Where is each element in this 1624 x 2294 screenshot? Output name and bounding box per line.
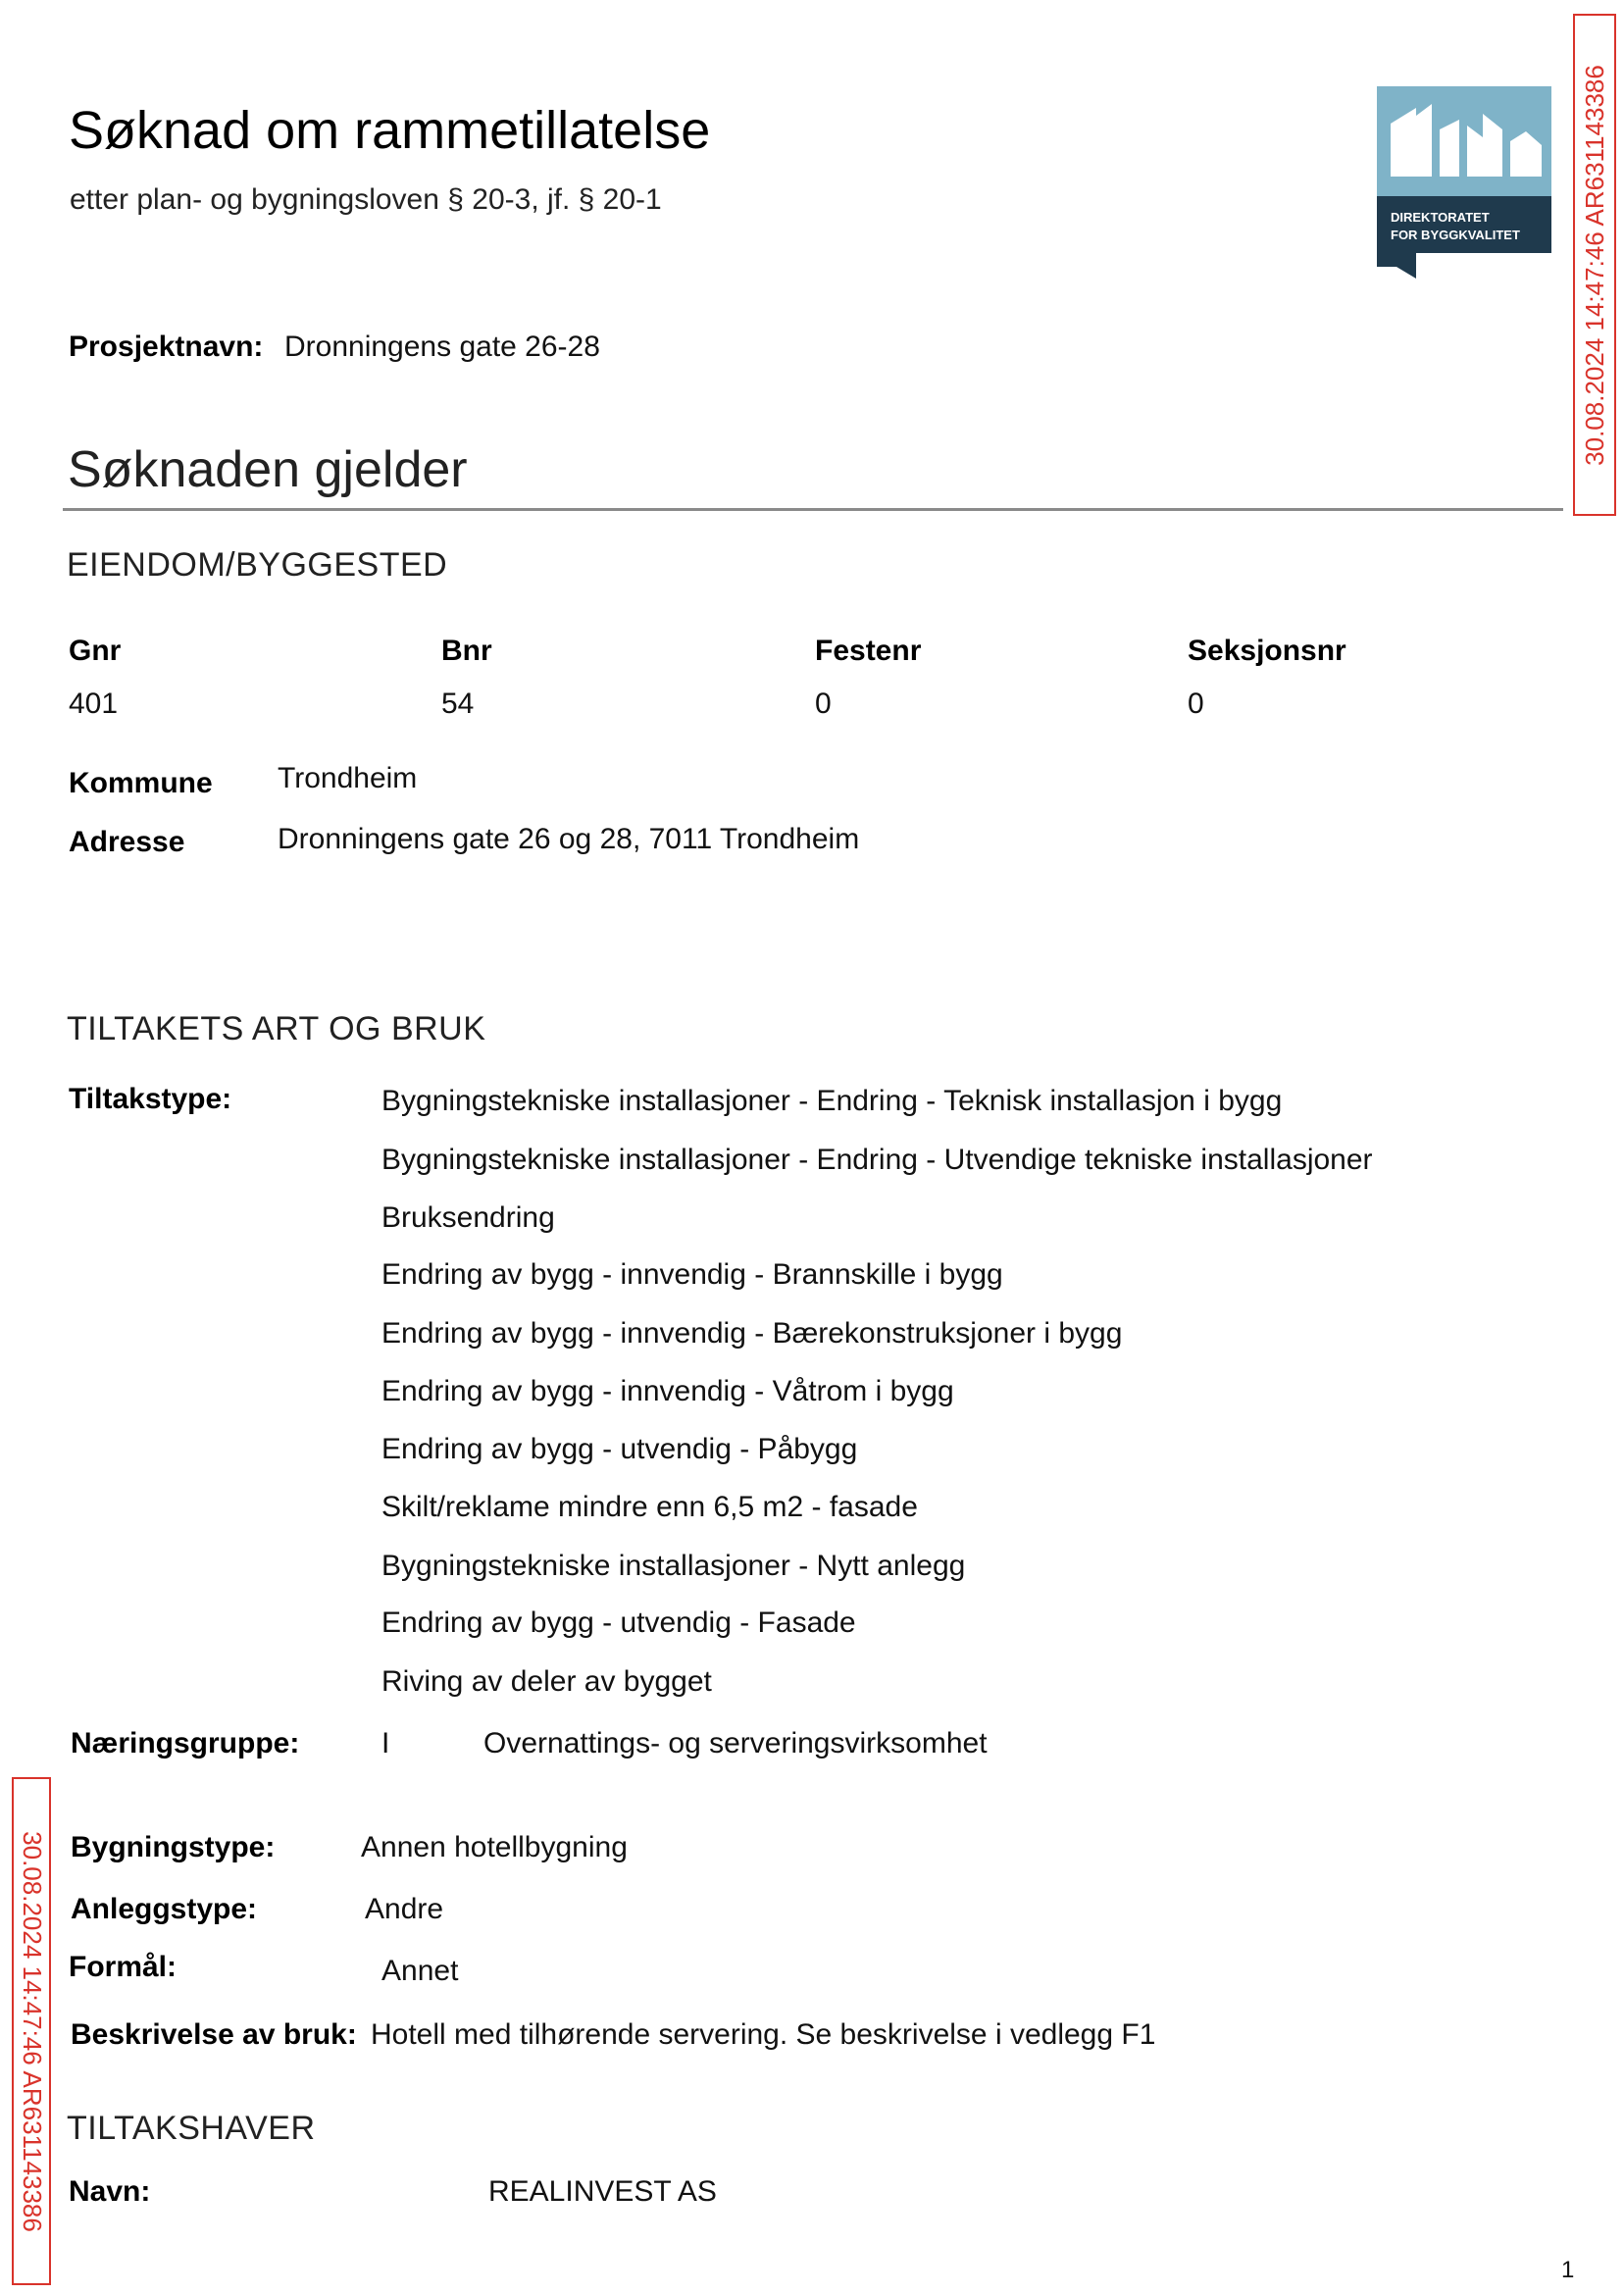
naeringsgruppe-code: I bbox=[381, 1727, 390, 1759]
naeringsgruppe-label: Næringsgruppe: bbox=[71, 1727, 300, 1759]
project-name-label: Prosjektnavn: bbox=[69, 331, 264, 363]
section-heading-property: EIENDOM/BYGGESTED bbox=[67, 546, 448, 584]
adresse-label: Adresse bbox=[69, 826, 185, 858]
list-item: Endring av bygg - innvendig - Våtrom i bygg bbox=[381, 1375, 954, 1407]
adresse-value: Dronningens gate 26 og 28, 7011 Trondheim bbox=[278, 823, 860, 855]
logo-text-line1: DIREKTORATET bbox=[1391, 210, 1490, 225]
bnr-label: Bnr bbox=[441, 635, 492, 667]
timestamp-stamp-right bbox=[1573, 14, 1616, 516]
seksjonsnr-value: 0 bbox=[1188, 688, 1204, 720]
kommune-label: Kommune bbox=[69, 767, 213, 799]
heading-divider bbox=[63, 508, 1563, 511]
anleggstype-label: Anleggstype: bbox=[71, 1893, 258, 1925]
document-title: Søknad om rammetillatelse bbox=[69, 101, 711, 160]
bygningstype-label: Bygningstype: bbox=[71, 1831, 276, 1863]
stamp-text: 30.08.2024 14:47:46 AR631143386 bbox=[17, 1830, 47, 2232]
project-name-value: Dronningens gate 26-28 bbox=[284, 331, 600, 363]
beskrivelse-value: Hotell med tilhørende servering. Se beskrivelse i vedlegg F1 bbox=[371, 2018, 1156, 2051]
list-item: Endring av bygg - innvendig - Bærekonstruksjoner i bygg bbox=[381, 1317, 1123, 1350]
list-item: Skilt/reklame mindre enn 6,5 m2 - fasade bbox=[381, 1491, 918, 1523]
bnr-value: 54 bbox=[441, 688, 475, 720]
gnr-label: Gnr bbox=[69, 635, 122, 667]
list-item: Bygningstekniske installasjoner - Nytt anlegg bbox=[381, 1550, 966, 1582]
gnr-value: 401 bbox=[69, 688, 119, 720]
beskrivelse-label: Beskrivelse av bruk: bbox=[71, 2018, 357, 2051]
anleggstype-value: Andre bbox=[365, 1893, 444, 1925]
timestamp-stamp-left bbox=[12, 1777, 51, 2285]
list-item: Endring av bygg - innvendig - Brannskille i bygg bbox=[381, 1258, 1003, 1291]
formaal-value: Annet bbox=[381, 1955, 459, 1987]
list-item: Bygningstekniske installasjoner - Endring - Utvendige tekniske installasjoner bbox=[381, 1144, 1373, 1176]
seksjonsnr-label: Seksjonsnr bbox=[1188, 635, 1346, 667]
list-item: Endring av bygg - utvendig - Påbygg bbox=[381, 1433, 858, 1465]
tiltakstype-list bbox=[381, 1084, 1509, 1711]
list-item: Bruksendring bbox=[381, 1201, 555, 1234]
stamp-text: 30.08.2024 14:47:46 AR631143386 bbox=[1579, 64, 1609, 466]
section-heading-measure: TILTAKETS ART OG BRUK bbox=[67, 1010, 486, 1047]
logo-text-line2: FOR BYGGKVALITET bbox=[1391, 228, 1520, 242]
festenr-label: Festenr bbox=[815, 635, 922, 667]
festenr-value: 0 bbox=[815, 688, 832, 720]
page-number: 1 bbox=[1561, 2257, 1575, 2283]
tiltakstype-label: Tiltakstype: bbox=[69, 1083, 232, 1115]
formaal-label: Formål: bbox=[69, 1951, 178, 1983]
list-item: Bygningstekniske installasjoner - Endring - Teknisk installasjon i bygg bbox=[381, 1085, 1283, 1117]
navn-value: REALINVEST AS bbox=[488, 2175, 717, 2208]
bygningstype-value: Annen hotellbygning bbox=[361, 1831, 628, 1863]
section-heading-applies: Søknaden gjelder bbox=[68, 441, 468, 498]
list-item: Riving av deler av bygget bbox=[381, 1665, 712, 1698]
navn-label: Navn: bbox=[69, 2175, 151, 2208]
kommune-value: Trondheim bbox=[278, 762, 418, 794]
naeringsgruppe-value: Overnattings- og serveringsvirksomhet bbox=[483, 1727, 988, 1759]
document-subtitle: etter plan- og bygningsloven § 20-3, jf. § 20-1 bbox=[70, 183, 662, 216]
list-item: Endring av bygg - utvendig - Fasade bbox=[381, 1606, 856, 1639]
dibk-logo-icon bbox=[1377, 86, 1551, 279]
section-heading-applicant: TILTAKSHAVER bbox=[67, 2110, 316, 2147]
